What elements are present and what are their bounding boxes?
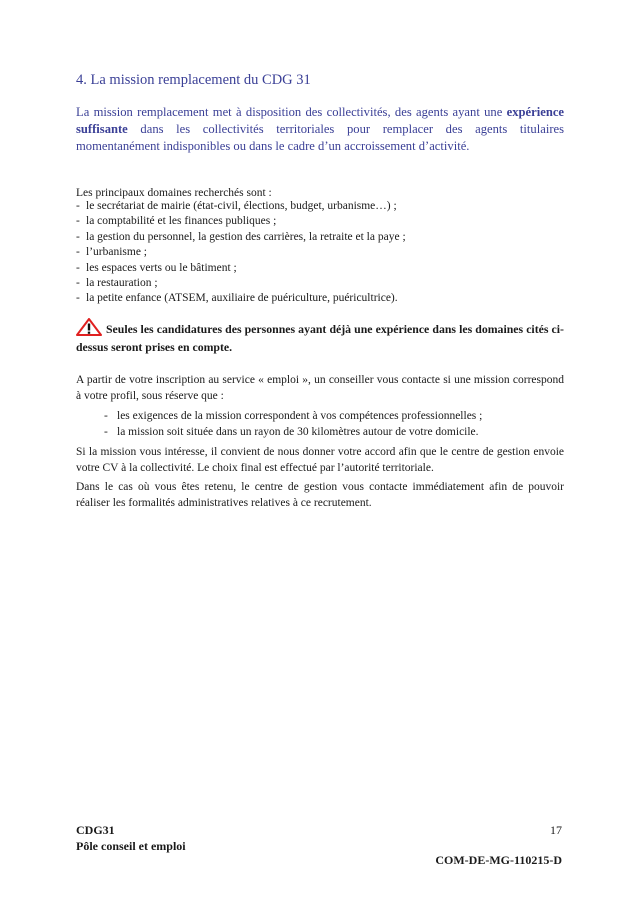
list-item-text: la restauration ; (86, 277, 158, 290)
list-item-text: la comptabilité et les finances publiques ; (86, 215, 277, 228)
document-reference: COM-DE-MG-110215-D (435, 853, 562, 867)
list-item-text: l’urbanisme ; (86, 246, 147, 259)
warning-notice (76, 318, 564, 356)
intro-paragraph (76, 104, 564, 155)
list-item: - les exigences de la mission correspondent à vos compétences professionnelles ; (104, 410, 483, 422)
list-item: - la gestion du personnel, la gestion des carrières, la retraite et la paye ; (76, 230, 406, 243)
inscription-paragraph: A partir de votre inscription au service « emploi », un conseiller vous contacte si une mission correspond à votre profil, sous réserve que : (76, 374, 564, 402)
footer-department: Pôle conseil et emploi (76, 839, 186, 853)
list-item: - le secrétariat de mairie (état-civil, élections, budget, urbanisme…) ; (76, 200, 397, 212)
warning-text: Seules les candidatures des personnes ayant déjà une expérience dans les domaines cités ci-dessus seront prises en compte. (76, 322, 564, 354)
list-item: - la petite enfance (ATSEM, auxiliaire de puériculture, puéricultrice). (76, 292, 398, 305)
list-item-text: les exigences de la mission correspondent à vos compétences professionnelles ; (117, 410, 483, 422)
reserve-list (104, 408, 564, 440)
agreement-paragraph: Si la mission vous intéresse, il convient de nous donner votre accord afin que le centre de gestion envoie votre CV à la collectivité. Le choix final est effectué par l’autorité territoriale. (76, 446, 564, 474)
list-item: - la mission soit située dans un rayon de 30 kilomètres autour de votre domicile. (104, 426, 479, 438)
intro-text-end: dans les collectivités territoriales pour remplacer des agents titulaires momentanément indisponibles ou dans le cadre d’un accroissement d’activité. (76, 122, 564, 153)
intro-emphasis: expérience suffisante (76, 105, 564, 136)
section-heading: 4. La mission remplacement du CDG 31 (76, 72, 311, 88)
domains-title: Les principaux domaines recherchés sont : (76, 187, 272, 199)
list-item-text: le secrétariat de mairie (état-civil, élections, budget, urbanisme…) ; (86, 200, 397, 212)
intro-text-start: La mission remplacement met à disposition des collectivités, des agents ayant une (76, 105, 507, 119)
list-item: - la restauration ; (76, 277, 158, 290)
list-item: - la comptabilité et les finances publiques ; (76, 215, 277, 228)
list-item: - l’urbanisme ; (76, 246, 147, 259)
page-number: 17 (550, 823, 562, 837)
warning-triangle-icon (76, 318, 102, 336)
list-item-text: la gestion du personnel, la gestion des carrières, la retraite et la paye ; (86, 230, 406, 243)
domains-list (76, 199, 566, 307)
list-item: - les espaces verts ou le bâtiment ; (76, 261, 237, 274)
recruitment-paragraph: Dans le cas où vous êtes retenu, le centre de gestion vous contacte immédiatement afin de pouvoir réaliser les formalités administratives relatives à ce recrutement. (76, 481, 564, 509)
list-item-text: la mission soit située dans un rayon de 30 kilomètres autour de votre domicile. (117, 426, 479, 438)
list-item-text: les espaces verts ou le bâtiment ; (86, 261, 237, 274)
list-item-text: la petite enfance (ATSEM, auxiliaire de puériculture, puéricultrice). (86, 292, 398, 305)
footer-organization: CDG31 (76, 823, 115, 837)
